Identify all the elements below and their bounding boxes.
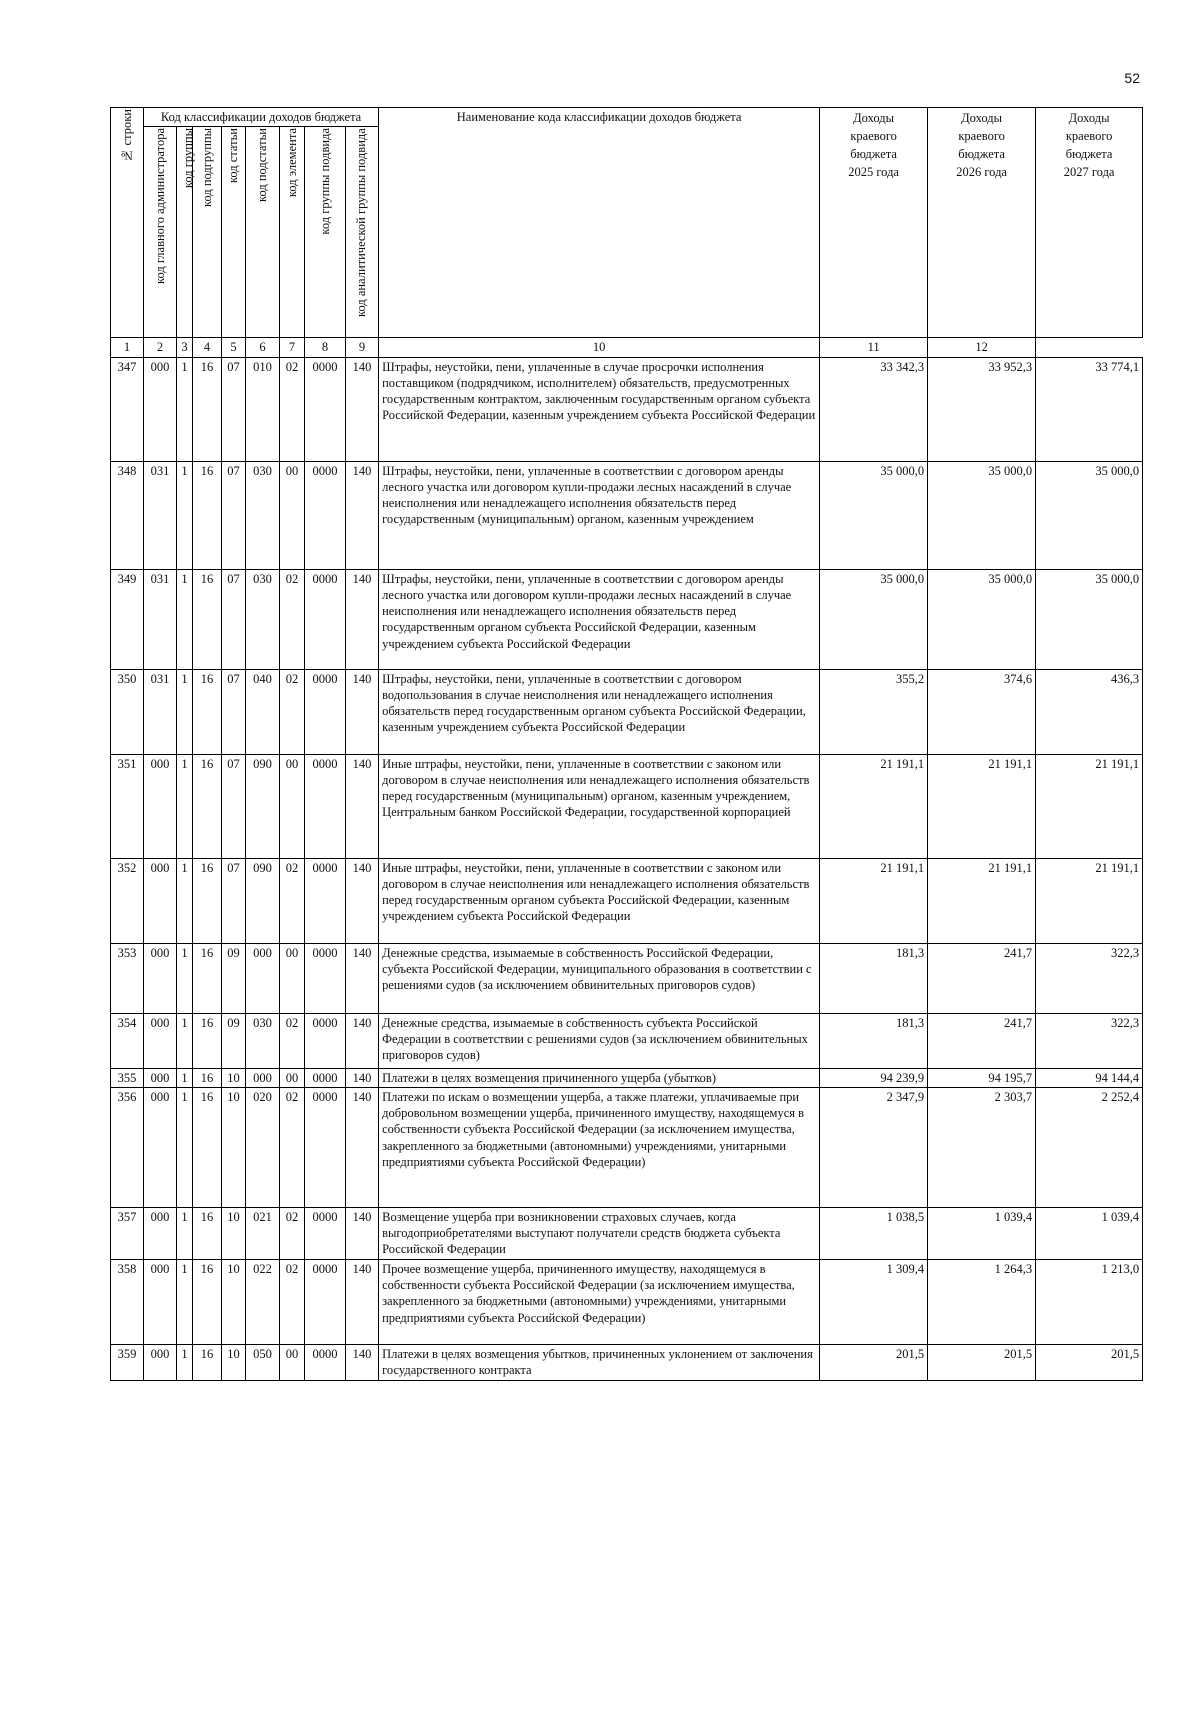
column-number: 3 (177, 338, 193, 357)
subtype-group-code-cell: 0000 (305, 1013, 346, 1068)
element-code-cell: 02 (280, 1013, 305, 1068)
subarticle-code-cell: 000 (246, 1068, 280, 1087)
income-2025-cell: 181,3 (820, 943, 928, 1013)
column-number: 7 (280, 338, 305, 357)
admin-code-cell: 000 (144, 1259, 177, 1344)
group-code-cell: 1 (177, 1259, 193, 1344)
subgroup-code-cell: 16 (193, 1207, 222, 1259)
article-code-cell: 07 (222, 669, 246, 754)
income-2027-cell: 1 213,0 (1036, 1259, 1143, 1344)
row-number-cell: 354 (111, 1013, 144, 1068)
admin-code-header: код главного администратора (144, 127, 177, 338)
row-number-cell: 355 (111, 1068, 144, 1087)
income-2025-cell: 1 309,4 (820, 1259, 928, 1344)
table-row (111, 1087, 1143, 1207)
page-number: 52 (1124, 70, 1140, 86)
subarticle-code-cell: 090 (246, 858, 280, 943)
revenue-name-cell: Штрафы, неустойки, пени, уплаченные в случае просрочки исполнения поставщиком (подрядчиком, исполнителем) обязательств, предусмотренных государственным контрактом, заключенным государственным органом субъекта Российской Федерации, казенным учреждением субъекта Российской Федерации (379, 357, 820, 461)
income-2026-cell: 35 000,0 (928, 461, 1036, 569)
article-code-cell: 10 (222, 1207, 246, 1259)
subarticle-code-cell: 090 (246, 754, 280, 858)
row-number-cell: 356 (111, 1087, 144, 1207)
admin-code-cell: 000 (144, 1344, 177, 1380)
row-number-cell: 347 (111, 357, 144, 461)
subgroup-code-cell: 16 (193, 943, 222, 1013)
income-2025-cell: 33 342,3 (820, 357, 928, 461)
subarticle-code-cell: 010 (246, 357, 280, 461)
column-number: 11 (820, 338, 928, 357)
element-code-cell: 00 (280, 1344, 305, 1380)
group-code-cell: 1 (177, 569, 193, 669)
table-row (111, 357, 1143, 461)
table-body (111, 357, 1143, 1380)
revenue-name-cell: Штрафы, неустойки, пени, уплаченные в соответствии с договором аренды лесного участка или договором купли-продажи лесных насаждений в случае неисполнения или ненадлежащего исполнения обязательств перед государственным (муниципальным) органом, казенным учреждением (379, 461, 820, 569)
admin-code-cell: 000 (144, 1087, 177, 1207)
admin-code-cell: 000 (144, 754, 177, 858)
table-row (111, 1259, 1143, 1344)
subarticle-code-cell: 021 (246, 1207, 280, 1259)
group-code-header: код группы (177, 127, 193, 338)
article-code-header: код статьи (222, 127, 246, 338)
table-row (111, 858, 1143, 943)
element-code-cell: 00 (280, 943, 305, 1013)
subgroup-code-cell: 16 (193, 461, 222, 569)
subgroup-code-header: код подгруппы (193, 127, 222, 338)
revenue-name-cell: Штрафы, неустойки, пени, уплаченные в соответствии с договором водопользования в случае неисполнения или ненадлежащего исполнения обязательств перед государственным органом субъекта Российской Федерации, казенным учреждением субъекта Российской Федерации (379, 669, 820, 754)
admin-code-cell: 031 (144, 569, 177, 669)
subarticle-code-cell: 000 (246, 943, 280, 1013)
subgroup-code-cell: 16 (193, 357, 222, 461)
element-code-cell: 00 (280, 1068, 305, 1087)
article-code-cell: 07 (222, 858, 246, 943)
subarticle-code-cell: 030 (246, 1013, 280, 1068)
subtype-group-code-cell: 0000 (305, 669, 346, 754)
group-code-cell: 1 (177, 943, 193, 1013)
group-code-cell: 1 (177, 1087, 193, 1207)
group-code-cell: 1 (177, 1068, 193, 1087)
table-row (111, 1068, 1143, 1087)
table-row (111, 754, 1143, 858)
income-2026-cell: 374,6 (928, 669, 1036, 754)
analytic-subtype-code-cell: 140 (346, 669, 379, 754)
table-row (111, 1013, 1143, 1068)
element-code-cell: 00 (280, 461, 305, 569)
subtype-group-code-cell: 0000 (305, 1259, 346, 1344)
income-2026-cell: 35 000,0 (928, 569, 1036, 669)
subtype-group-code-cell: 0000 (305, 569, 346, 669)
subtype-group-code-header: код группы подвида (305, 127, 346, 338)
admin-code-cell: 031 (144, 669, 177, 754)
column-number: 8 (305, 338, 346, 357)
column-number: 2 (144, 338, 177, 357)
header-row (111, 108, 1143, 127)
revenue-name-cell: Иные штрафы, неустойки, пени, уплаченные в соответствии с законом или договором в случае неисполнения или ненадлежащего исполнения обязательств перед государственным органом субъекта Российской Федерации, казенным учреждением субъекта Российской Федерации (379, 858, 820, 943)
income-2027-cell: 35 000,0 (1036, 461, 1143, 569)
table-row (111, 943, 1143, 1013)
subgroup-code-cell: 16 (193, 858, 222, 943)
revenue-name-cell: Штрафы, неустойки, пени, уплаченные в соответствии с договором аренды лесного участка или договором купли-продажи лесных насаждений в случае неисполнения или ненадлежащего исполнения обязательств перед государственным органом субъекта Российской Федерации, казенным учреждением субъекта Российской Федерации (379, 569, 820, 669)
row-number-cell: 348 (111, 461, 144, 569)
income-2027-cell: 322,3 (1036, 1013, 1143, 1068)
row-number-cell: 359 (111, 1344, 144, 1380)
subtype-group-code-cell: 0000 (305, 1087, 346, 1207)
analytic-subtype-code-cell: 140 (346, 754, 379, 858)
subtype-group-code-cell: 0000 (305, 754, 346, 858)
element-code-cell: 02 (280, 1259, 305, 1344)
income-2025-cell: 35 000,0 (820, 461, 928, 569)
revenue-name-cell: Возмещение ущерба при возникновении страховых случаев, когда выгодоприобретателями выступают получатели средств бюджета субъекта Российской Федерации (379, 1207, 820, 1259)
subarticle-code-cell: 020 (246, 1087, 280, 1207)
admin-code-cell: 031 (144, 461, 177, 569)
group-code-cell: 1 (177, 1344, 193, 1380)
income-2025-cell: 355,2 (820, 669, 928, 754)
revenue-name-cell: Платежи в целях возмещения причиненного ущерба (убытков) (379, 1068, 820, 1087)
article-code-cell: 07 (222, 461, 246, 569)
subgroup-code-cell: 16 (193, 1087, 222, 1207)
classification-code-header: Код классификации доходов бюджета (144, 108, 379, 127)
income-2027-header: Доходы краевого бюджета 2027 года (1036, 108, 1143, 338)
group-code-cell: 1 (177, 754, 193, 858)
analytic-subtype-code-cell: 140 (346, 1087, 379, 1207)
income-2027-cell: 1 039,4 (1036, 1207, 1143, 1259)
income-2025-cell: 35 000,0 (820, 569, 928, 669)
subarticle-code-cell: 030 (246, 461, 280, 569)
revenue-name-cell: Иные штрафы, неустойки, пени, уплаченные в соответствии с законом или договором в случае неисполнения или ненадлежащего исполнения обязательств перед государственным (муниципальным) органом, казенным учреждением, Центральным банком Российской Федерации, государственной корпорацией (379, 754, 820, 858)
admin-code-cell: 000 (144, 357, 177, 461)
column-number: 10 (379, 338, 820, 357)
article-code-cell: 07 (222, 357, 246, 461)
column-number: 5 (222, 338, 246, 357)
income-2025-cell: 21 191,1 (820, 754, 928, 858)
element-code-cell: 02 (280, 858, 305, 943)
group-code-cell: 1 (177, 1207, 193, 1259)
element-code-cell: 02 (280, 1207, 305, 1259)
column-number: 6 (246, 338, 280, 357)
column-number: 4 (193, 338, 222, 357)
subgroup-code-cell: 16 (193, 669, 222, 754)
subgroup-code-cell: 16 (193, 754, 222, 858)
element-code-header: код элемента (280, 127, 305, 338)
budget-revenue-table (110, 107, 1143, 1381)
article-code-cell: 10 (222, 1259, 246, 1344)
column-number: 12 (928, 338, 1036, 357)
article-code-cell: 10 (222, 1344, 246, 1380)
row-number-header: № строки (111, 108, 144, 338)
row-number-cell: 352 (111, 858, 144, 943)
article-code-cell: 07 (222, 569, 246, 669)
table-row (111, 461, 1143, 569)
element-code-cell: 02 (280, 357, 305, 461)
row-number-cell: 349 (111, 569, 144, 669)
income-2025-cell: 2 347,9 (820, 1087, 928, 1207)
income-2026-cell: 21 191,1 (928, 858, 1036, 943)
group-code-cell: 1 (177, 1013, 193, 1068)
row-number-cell: 357 (111, 1207, 144, 1259)
analytic-subtype-code-cell: 140 (346, 858, 379, 943)
subgroup-code-cell: 16 (193, 1259, 222, 1344)
element-code-cell: 02 (280, 669, 305, 754)
income-2026-cell: 1 039,4 (928, 1207, 1036, 1259)
column-number: 9 (346, 338, 379, 357)
element-code-cell: 00 (280, 754, 305, 858)
admin-code-cell: 000 (144, 1013, 177, 1068)
analytic-subtype-code-cell: 140 (346, 569, 379, 669)
revenue-name-cell: Платежи в целях возмещения убытков, причиненных уклонением от заключения государственного контракта (379, 1344, 820, 1380)
income-2026-cell: 33 952,3 (928, 357, 1036, 461)
subarticle-code-header: код подстатьи (246, 127, 280, 338)
group-code-cell: 1 (177, 461, 193, 569)
income-2026-cell: 1 264,3 (928, 1259, 1036, 1344)
subgroup-code-cell: 16 (193, 1068, 222, 1087)
income-2025-cell: 94 239,9 (820, 1068, 928, 1087)
income-2026-cell: 201,5 (928, 1344, 1036, 1380)
analytic-subtype-code-cell: 140 (346, 357, 379, 461)
subtype-group-code-cell: 0000 (305, 858, 346, 943)
income-2027-cell: 33 774,1 (1036, 357, 1143, 461)
subarticle-code-cell: 022 (246, 1259, 280, 1344)
article-code-cell: 09 (222, 1013, 246, 1068)
admin-code-cell: 000 (144, 858, 177, 943)
income-2025-header: Доходы краевого бюджета 2025 года (820, 108, 928, 338)
income-2026-header: Доходы краевого бюджета 2026 года (928, 108, 1036, 338)
analytic-subtype-code-header: код аналитической группы подвида (346, 127, 379, 338)
income-2025-cell: 201,5 (820, 1344, 928, 1380)
element-code-cell: 02 (280, 1087, 305, 1207)
analytic-subtype-code-cell: 140 (346, 943, 379, 1013)
income-2026-cell: 2 303,7 (928, 1087, 1036, 1207)
analytic-subtype-code-cell: 140 (346, 1207, 379, 1259)
income-2027-cell: 2 252,4 (1036, 1087, 1143, 1207)
income-2027-cell: 436,3 (1036, 669, 1143, 754)
income-2027-cell: 201,5 (1036, 1344, 1143, 1380)
income-2027-cell: 94 144,4 (1036, 1068, 1143, 1087)
row-number-cell: 358 (111, 1259, 144, 1344)
article-code-cell: 09 (222, 943, 246, 1013)
article-code-cell: 10 (222, 1087, 246, 1207)
group-code-cell: 1 (177, 669, 193, 754)
subarticle-code-cell: 030 (246, 569, 280, 669)
group-code-cell: 1 (177, 858, 193, 943)
subgroup-code-cell: 16 (193, 1344, 222, 1380)
income-2026-cell: 241,7 (928, 1013, 1036, 1068)
element-code-cell: 02 (280, 569, 305, 669)
subarticle-code-cell: 040 (246, 669, 280, 754)
admin-code-cell: 000 (144, 1068, 177, 1087)
analytic-subtype-code-cell: 140 (346, 1344, 379, 1380)
table-row (111, 1344, 1143, 1380)
analytic-subtype-code-cell: 140 (346, 461, 379, 569)
revenue-name-cell: Денежные средства, изымаемые в собственность субъекта Российской Федерации в соответствии с решениями судов (за исключением обвинительных приговоров судов) (379, 1013, 820, 1068)
analytic-subtype-code-cell: 140 (346, 1013, 379, 1068)
admin-code-cell: 000 (144, 943, 177, 1013)
revenue-name-cell: Платежи по искам о возмещении ущерба, а также платежи, уплачиваемые при добровольном возмещении ущерба, причиненного имуществу, находящемуся в собственности субъекта Российской Федерации (за исключением имущества, закрепленного за бюджетными (автономными) учреждениями, унитарными предприятиями субъекта Российской Федерации) (379, 1087, 820, 1207)
table-row (111, 1207, 1143, 1259)
column-number: 1 (111, 338, 144, 357)
income-2027-cell: 21 191,1 (1036, 754, 1143, 858)
name-header: Наименование кода классификации доходов бюджета (379, 108, 820, 338)
income-2025-cell: 181,3 (820, 1013, 928, 1068)
subtype-group-code-cell: 0000 (305, 1344, 346, 1380)
subtype-group-code-cell: 0000 (305, 1068, 346, 1087)
admin-code-cell: 000 (144, 1207, 177, 1259)
analytic-subtype-code-cell: 140 (346, 1068, 379, 1087)
subarticle-code-cell: 050 (246, 1344, 280, 1380)
revenue-name-cell: Денежные средства, изымаемые в собственность Российской Федерации, субъекта Российской Федерации, муниципального образования в соответствии с решениями судов (за исключением обвинительных приговоров судов) (379, 943, 820, 1013)
income-2026-cell: 94 195,7 (928, 1068, 1036, 1087)
article-code-cell: 10 (222, 1068, 246, 1087)
row-number-cell: 351 (111, 754, 144, 858)
group-code-cell: 1 (177, 357, 193, 461)
subgroup-code-cell: 16 (193, 569, 222, 669)
subtype-group-code-cell: 0000 (305, 943, 346, 1013)
table-row (111, 669, 1143, 754)
subtype-group-code-cell: 0000 (305, 461, 346, 569)
column-number-row (111, 338, 1143, 357)
subtype-group-code-cell: 0000 (305, 1207, 346, 1259)
analytic-subtype-code-cell: 140 (346, 1259, 379, 1344)
row-number-cell: 353 (111, 943, 144, 1013)
income-2027-cell: 322,3 (1036, 943, 1143, 1013)
income-2025-cell: 1 038,5 (820, 1207, 928, 1259)
table-row (111, 569, 1143, 669)
revenue-name-cell: Прочее возмещение ущерба, причиненного имуществу, находящемуся в собственности субъекта Российской Федерации (за исключением имущества, закрепленного за бюджетными (автономными) учреждениями, унитарными предприятиями субъекта Российской Федерации) (379, 1259, 820, 1344)
row-number-cell: 350 (111, 669, 144, 754)
subgroup-code-cell: 16 (193, 1013, 222, 1068)
income-2027-cell: 21 191,1 (1036, 858, 1143, 943)
subtype-group-code-cell: 0000 (305, 357, 346, 461)
income-2025-cell: 21 191,1 (820, 858, 928, 943)
income-2026-cell: 241,7 (928, 943, 1036, 1013)
income-2027-cell: 35 000,0 (1036, 569, 1143, 669)
article-code-cell: 07 (222, 754, 246, 858)
income-2026-cell: 21 191,1 (928, 754, 1036, 858)
